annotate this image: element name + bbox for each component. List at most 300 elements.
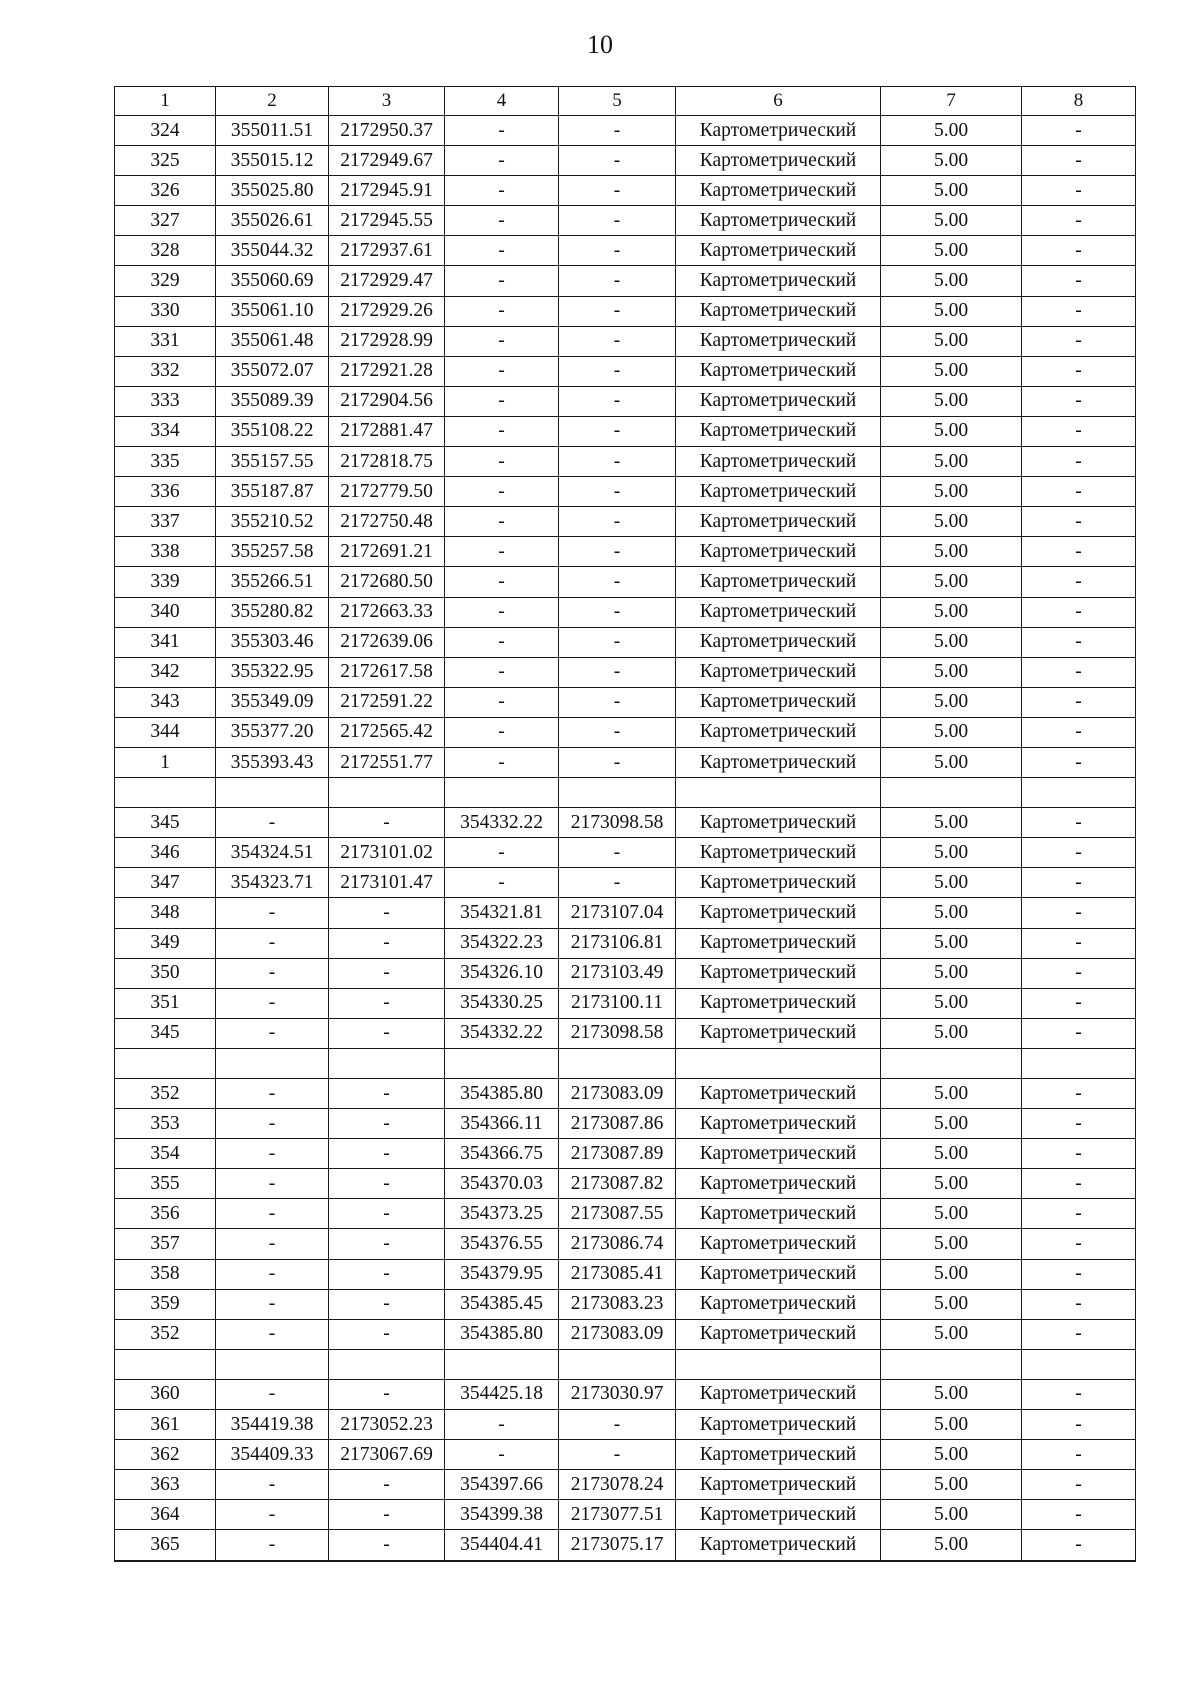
table-row <box>115 567 1136 597</box>
table-cell-col-1: 353 <box>115 1109 216 1139</box>
table-cell-col-8: - <box>1022 717 1136 747</box>
table-cell-col-4 <box>445 1048 559 1078</box>
table-cell-col-3: 2172945.55 <box>329 206 445 236</box>
table-cell-col-5: 2173087.86 <box>559 1109 676 1139</box>
table-cell-col-6: Картометрический <box>676 1229 881 1259</box>
table-cell-col-4: - <box>445 747 559 777</box>
table-cell-col-2: 355349.09 <box>216 687 329 717</box>
table-cell-col-7: 5.00 <box>881 567 1022 597</box>
table-cell-col-5: - <box>559 1410 676 1440</box>
table-cell-col-6: Картометрический <box>676 687 881 717</box>
table-cell-col-2: - <box>216 808 329 838</box>
table-cell-col-5: 2173107.04 <box>559 898 676 928</box>
table-cell-col-1: 365 <box>115 1530 216 1561</box>
table-row <box>115 447 1136 477</box>
table-cell-col-8: - <box>1022 266 1136 296</box>
table-row <box>115 717 1136 747</box>
table-cell-col-2: 355061.48 <box>216 326 329 356</box>
table-cell-col-7: 5.00 <box>881 296 1022 326</box>
table-cell-col-1: 355 <box>115 1169 216 1199</box>
table-cell-col-5: - <box>559 447 676 477</box>
table-cell-col-4: 354366.11 <box>445 1109 559 1139</box>
table-cell-col-6: Картометрический <box>676 447 881 477</box>
table-cell-col-5: - <box>559 146 676 176</box>
table-cell-col-7: 5.00 <box>881 958 1022 988</box>
table-cell-col-8: - <box>1022 477 1136 507</box>
table-row <box>115 1349 1136 1379</box>
table-cell-col-6 <box>676 1048 881 1078</box>
table-cell-col-3 <box>329 1048 445 1078</box>
table-cell-col-2: - <box>216 1259 329 1289</box>
table-row <box>115 386 1136 416</box>
table-row <box>115 1319 1136 1349</box>
table-cell-col-8: - <box>1022 1018 1136 1048</box>
table-cell-col-3: 2173101.47 <box>329 868 445 898</box>
table-cell-col-3: - <box>329 1289 445 1319</box>
table-cell-col-2: 355061.10 <box>216 296 329 326</box>
table-cell-col-8: - <box>1022 898 1136 928</box>
table-cell-col-6: Картометрический <box>676 657 881 687</box>
table-cell-col-5: - <box>559 627 676 657</box>
table-row <box>115 416 1136 446</box>
table-cell-col-3: - <box>329 1470 445 1500</box>
table-cell-col-6: Картометрический <box>676 747 881 777</box>
table-cell-col-4: - <box>445 477 559 507</box>
table-row <box>115 1379 1136 1409</box>
table-cell-col-7: 5.00 <box>881 1530 1022 1561</box>
table-row <box>115 326 1136 356</box>
table-cell-col-8: - <box>1022 1379 1136 1409</box>
table-cell-col-8: - <box>1022 1109 1136 1139</box>
table-cell-col-6: Картометрический <box>676 1018 881 1048</box>
table-cell-col-3: 2172881.47 <box>329 416 445 446</box>
table-cell-col-1: 325 <box>115 146 216 176</box>
table-cell-col-1: 326 <box>115 176 216 206</box>
table-cell-col-4: - <box>445 296 559 326</box>
table-cell-col-3: - <box>329 1169 445 1199</box>
table-cell-col-8: - <box>1022 326 1136 356</box>
table-row <box>115 1500 1136 1530</box>
table-cell-col-3: 2172551.77 <box>329 747 445 777</box>
table-cell-col-8: - <box>1022 838 1136 868</box>
table-cell-col-3: - <box>329 928 445 958</box>
table-cell-col-3: - <box>329 1530 445 1561</box>
table-cell-col-2: - <box>216 1079 329 1109</box>
table-cell-col-5: - <box>559 296 676 326</box>
column-header-3: 3 <box>329 87 445 116</box>
table-row <box>115 296 1136 326</box>
table-cell-col-5: 2173087.82 <box>559 1169 676 1199</box>
column-header-5: 5 <box>559 87 676 116</box>
table-cell-col-3: 2172929.26 <box>329 296 445 326</box>
table-cell-col-5: - <box>559 657 676 687</box>
table-cell-col-2: - <box>216 928 329 958</box>
table-cell-col-4: 354373.25 <box>445 1199 559 1229</box>
table-cell-col-2 <box>216 1048 329 1078</box>
table-cell-col-2 <box>216 1349 329 1379</box>
table-cell-col-5: - <box>559 687 676 717</box>
table-cell-col-2: - <box>216 1500 329 1530</box>
table-cell-col-5 <box>559 1349 676 1379</box>
table-cell-col-5: - <box>559 717 676 747</box>
table-cell-col-8: - <box>1022 1500 1136 1530</box>
table-cell-col-6: Картометрический <box>676 808 881 838</box>
table-cell-col-2: 355015.12 <box>216 146 329 176</box>
table-row <box>115 1229 1136 1259</box>
table-cell-col-5: 2173098.58 <box>559 1018 676 1048</box>
table-cell-col-5: - <box>559 176 676 206</box>
table-cell-col-6: Картометрический <box>676 146 881 176</box>
table-cell-col-4: - <box>445 838 559 868</box>
table-cell-col-4: 354366.75 <box>445 1139 559 1169</box>
table-cell-col-1: 333 <box>115 386 216 416</box>
table-cell-col-2: - <box>216 1379 329 1409</box>
table-cell-col-4: 354425.18 <box>445 1379 559 1409</box>
table-cell-col-6: Картометрический <box>676 386 881 416</box>
table-cell-col-1: 361 <box>115 1410 216 1440</box>
table-cell-col-1: 364 <box>115 1500 216 1530</box>
table-row <box>115 808 1136 838</box>
table-cell-col-7: 5.00 <box>881 1500 1022 1530</box>
table-cell-col-1: 330 <box>115 296 216 326</box>
table-cell-col-7: 5.00 <box>881 1169 1022 1199</box>
table-cell-col-4: - <box>445 627 559 657</box>
table-cell-col-3: - <box>329 1079 445 1109</box>
table-cell-col-1: 336 <box>115 477 216 507</box>
table-row <box>115 988 1136 1018</box>
table-cell-col-3: - <box>329 988 445 1018</box>
table-cell-col-6: Картометрический <box>676 116 881 146</box>
table-cell-col-3: - <box>329 1139 445 1169</box>
table-cell-col-3: 2172950.37 <box>329 116 445 146</box>
table-cell-col-4: - <box>445 1440 559 1470</box>
table-cell-col-6: Картометрический <box>676 1470 881 1500</box>
table-cell-col-6: Картометрический <box>676 236 881 266</box>
table-row <box>115 116 1136 146</box>
table-cell-col-4: - <box>445 176 559 206</box>
table-cell-col-7: 5.00 <box>881 206 1022 236</box>
table-cell-col-8: - <box>1022 597 1136 627</box>
table-cell-col-6: Картометрический <box>676 477 881 507</box>
table-body <box>115 116 1136 1561</box>
table-row <box>115 597 1136 627</box>
table-cell-col-7: 5.00 <box>881 116 1022 146</box>
table-cell-col-2: 354419.38 <box>216 1410 329 1440</box>
table-cell-col-6: Картометрический <box>676 928 881 958</box>
table-cell-col-8: - <box>1022 236 1136 266</box>
table-cell-col-4: 354397.66 <box>445 1470 559 1500</box>
table-cell-col-3: - <box>329 1319 445 1349</box>
table-cell-col-7: 5.00 <box>881 1379 1022 1409</box>
table-cell-col-3: 2172591.22 <box>329 687 445 717</box>
table-cell-col-2: 355257.58 <box>216 537 329 567</box>
table-cell-col-3: 2172779.50 <box>329 477 445 507</box>
table-cell-col-1: 338 <box>115 537 216 567</box>
table-cell-col-5: 2173077.51 <box>559 1500 676 1530</box>
table-cell-col-7: 5.00 <box>881 416 1022 446</box>
table-row <box>115 838 1136 868</box>
table-row <box>115 1530 1136 1561</box>
table-cell-col-7 <box>881 1349 1022 1379</box>
table-cell-col-3: - <box>329 1109 445 1139</box>
page-number: 10 <box>587 30 613 59</box>
table-cell-col-2: 355266.51 <box>216 567 329 597</box>
table-cell-col-8 <box>1022 778 1136 808</box>
table-cell-col-5: 2173083.09 <box>559 1319 676 1349</box>
table-cell-col-1: 360 <box>115 1379 216 1409</box>
table-cell-col-5: 2173083.09 <box>559 1079 676 1109</box>
table-cell-col-6: Картометрический <box>676 1259 881 1289</box>
table-cell-col-5: 2173087.55 <box>559 1199 676 1229</box>
table-cell-col-7: 5.00 <box>881 1410 1022 1440</box>
table-cell-col-8: - <box>1022 627 1136 657</box>
table-cell-col-1: 344 <box>115 717 216 747</box>
table-cell-col-7: 5.00 <box>881 808 1022 838</box>
table-row <box>115 1169 1136 1199</box>
table-cell-col-6: Картометрический <box>676 206 881 236</box>
table-cell-col-6 <box>676 1349 881 1379</box>
table-cell-col-1: 358 <box>115 1259 216 1289</box>
table-cell-col-8: - <box>1022 416 1136 446</box>
table-cell-col-2: 355089.39 <box>216 386 329 416</box>
table-cell-col-7: 5.00 <box>881 1109 1022 1139</box>
table-cell-col-6: Картометрический <box>676 958 881 988</box>
table-cell-col-3: 2172565.42 <box>329 717 445 747</box>
table-cell-col-3: 2172680.50 <box>329 567 445 597</box>
table-cell-col-5 <box>559 1048 676 1078</box>
table-cell-col-8: - <box>1022 1440 1136 1470</box>
table-cell-col-4: - <box>445 416 559 446</box>
table-cell-col-1: 349 <box>115 928 216 958</box>
table-cell-col-7: 5.00 <box>881 1079 1022 1109</box>
table-cell-col-1: 337 <box>115 507 216 537</box>
table-row <box>115 868 1136 898</box>
table-cell-col-8: - <box>1022 507 1136 537</box>
table-cell-col-7: 5.00 <box>881 537 1022 567</box>
table-cell-col-1: 345 <box>115 808 216 838</box>
table-cell-col-8: - <box>1022 958 1136 988</box>
table-row <box>115 1410 1136 1440</box>
table-cell-col-7: 5.00 <box>881 356 1022 386</box>
table-cell-col-3: - <box>329 1500 445 1530</box>
table-cell-col-4: - <box>445 717 559 747</box>
table-cell-col-3: 2173052.23 <box>329 1410 445 1440</box>
table-row <box>115 1470 1136 1500</box>
table-cell-col-3 <box>329 778 445 808</box>
table-row <box>115 507 1136 537</box>
table-cell-col-8 <box>1022 1048 1136 1078</box>
table-row <box>115 1018 1136 1048</box>
table-cell-col-2: 355044.32 <box>216 236 329 266</box>
table-cell-col-2: - <box>216 898 329 928</box>
table-cell-col-7 <box>881 778 1022 808</box>
table-cell-col-2: 355280.82 <box>216 597 329 627</box>
table-cell-col-7: 5.00 <box>881 597 1022 627</box>
table-cell-col-7: 5.00 <box>881 1259 1022 1289</box>
table-cell-col-1 <box>115 1048 216 1078</box>
table-cell-col-4: 354332.22 <box>445 1018 559 1048</box>
table-cell-col-2: 355393.43 <box>216 747 329 777</box>
column-header-1: 1 <box>115 87 216 116</box>
table-cell-col-4: - <box>445 657 559 687</box>
table-cell-col-8: - <box>1022 1169 1136 1199</box>
table-cell-col-3: 2172929.47 <box>329 266 445 296</box>
table-cell-col-5: 2173100.11 <box>559 988 676 1018</box>
table-cell-col-8: - <box>1022 1199 1136 1229</box>
table-cell-col-3: 2172750.48 <box>329 507 445 537</box>
table-cell-col-6: Картометрический <box>676 868 881 898</box>
table-cell-col-3: 2172691.21 <box>329 537 445 567</box>
table-row <box>115 176 1136 206</box>
table-cell-col-1: 335 <box>115 447 216 477</box>
table-cell-col-3: 2172639.06 <box>329 627 445 657</box>
table-cell-col-1: 342 <box>115 657 216 687</box>
table-cell-col-2: 355377.20 <box>216 717 329 747</box>
table-cell-col-5: - <box>559 567 676 597</box>
table-cell-col-8: - <box>1022 567 1136 597</box>
table-cell-col-4: - <box>445 206 559 236</box>
column-header-4: 4 <box>445 87 559 116</box>
table-cell-col-1: 347 <box>115 868 216 898</box>
table-cell-col-7: 5.00 <box>881 988 1022 1018</box>
table-cell-col-8: - <box>1022 808 1136 838</box>
table-cell-col-7: 5.00 <box>881 627 1022 657</box>
table-cell-col-3: - <box>329 808 445 838</box>
table-cell-col-5: 2173083.23 <box>559 1289 676 1319</box>
table-cell-col-2: 355108.22 <box>216 416 329 446</box>
table-cell-col-6: Картометрический <box>676 898 881 928</box>
table-cell-col-1: 329 <box>115 266 216 296</box>
table-cell-col-2: 355210.52 <box>216 507 329 537</box>
table-cell-col-4: - <box>445 146 559 176</box>
table-cell-col-1: 354 <box>115 1139 216 1169</box>
table-cell-col-2: 355187.87 <box>216 477 329 507</box>
table-cell-col-6: Картометрический <box>676 416 881 446</box>
column-header-7: 7 <box>881 87 1022 116</box>
table-cell-col-8: - <box>1022 1410 1136 1440</box>
table-cell-col-2: - <box>216 1139 329 1169</box>
table-row <box>115 627 1136 657</box>
table-cell-col-2: - <box>216 1018 329 1048</box>
table-row <box>115 537 1136 567</box>
table-cell-col-6: Картометрический <box>676 838 881 868</box>
table-row <box>115 1139 1136 1169</box>
table-cell-col-4: - <box>445 266 559 296</box>
table-cell-col-3: - <box>329 1199 445 1229</box>
coordinates-table <box>114 86 1136 1562</box>
table-cell-col-4 <box>445 778 559 808</box>
table-cell-col-8: - <box>1022 206 1136 236</box>
table-cell-col-5: 2173098.58 <box>559 808 676 838</box>
table-cell-col-3: - <box>329 1229 445 1259</box>
table-row <box>115 266 1136 296</box>
table-row <box>115 687 1136 717</box>
table-cell-col-7: 5.00 <box>881 717 1022 747</box>
table-cell-col-6: Картометрический <box>676 1289 881 1319</box>
table-cell-col-1: 345 <box>115 1018 216 1048</box>
table-cell-col-7: 5.00 <box>881 868 1022 898</box>
table-cell-col-7: 5.00 <box>881 657 1022 687</box>
table-cell-col-4: - <box>445 687 559 717</box>
table-cell-col-3: - <box>329 1259 445 1289</box>
table-cell-col-6: Картометрический <box>676 1109 881 1139</box>
table-row <box>115 1289 1136 1319</box>
table-row <box>115 657 1136 687</box>
table-cell-col-5: - <box>559 1440 676 1470</box>
table-cell-col-3: - <box>329 958 445 988</box>
table-cell-col-5: - <box>559 326 676 356</box>
table-cell-col-7: 5.00 <box>881 146 1022 176</box>
table-cell-col-6: Картометрический <box>676 1169 881 1199</box>
table-cell-col-4: 354370.03 <box>445 1169 559 1199</box>
table-row <box>115 146 1136 176</box>
table-cell-col-2: - <box>216 1289 329 1319</box>
table-cell-col-3: - <box>329 1018 445 1048</box>
table-cell-col-7 <box>881 1048 1022 1078</box>
table-cell-col-2: - <box>216 958 329 988</box>
table-cell-col-8 <box>1022 1349 1136 1379</box>
table-cell-col-5 <box>559 778 676 808</box>
table-cell-col-5: - <box>559 537 676 567</box>
table-cell-col-5: 2173030.97 <box>559 1379 676 1409</box>
table-cell-col-6: Картометрический <box>676 627 881 657</box>
table-cell-col-5: - <box>559 477 676 507</box>
table-cell-col-8: - <box>1022 1470 1136 1500</box>
table-cell-col-3: 2172928.99 <box>329 326 445 356</box>
table-cell-col-8: - <box>1022 537 1136 567</box>
table-cell-col-2: - <box>216 1470 329 1500</box>
column-header-8: 8 <box>1022 87 1136 116</box>
table-cell-col-7: 5.00 <box>881 747 1022 777</box>
table-cell-col-4: 354404.41 <box>445 1530 559 1561</box>
table-cell-col-7: 5.00 <box>881 1470 1022 1500</box>
table-cell-col-4: 354322.23 <box>445 928 559 958</box>
table-cell-col-8: - <box>1022 356 1136 386</box>
table-cell-col-1: 348 <box>115 898 216 928</box>
table-cell-col-2: 354324.51 <box>216 838 329 868</box>
table-cell-col-1: 343 <box>115 687 216 717</box>
table-cell-col-7: 5.00 <box>881 326 1022 356</box>
table-cell-col-4: 354321.81 <box>445 898 559 928</box>
table-row <box>115 958 1136 988</box>
column-header-2: 2 <box>216 87 329 116</box>
table-cell-col-1: 324 <box>115 116 216 146</box>
table-cell-col-1: 362 <box>115 1440 216 1470</box>
table-cell-col-4: 354379.95 <box>445 1259 559 1289</box>
table-cell-col-3: 2172818.75 <box>329 447 445 477</box>
table-cell-col-3: - <box>329 898 445 928</box>
table-cell-col-1: 357 <box>115 1229 216 1259</box>
table-cell-col-5: - <box>559 356 676 386</box>
table-cell-col-3: - <box>329 1379 445 1409</box>
table-cell-col-7: 5.00 <box>881 1139 1022 1169</box>
table-cell-col-2: 355060.69 <box>216 266 329 296</box>
table-cell-col-1: 352 <box>115 1319 216 1349</box>
header-row <box>115 87 1136 116</box>
table-cell-col-8: - <box>1022 176 1136 206</box>
table-cell-col-6 <box>676 778 881 808</box>
table-cell-col-3: 2173067.69 <box>329 1440 445 1470</box>
table-cell-col-8: - <box>1022 868 1136 898</box>
table-cell-col-3: 2172904.56 <box>329 386 445 416</box>
table-cell-col-6: Картометрический <box>676 567 881 597</box>
table-cell-col-4: - <box>445 567 559 597</box>
table-cell-col-6: Картометрический <box>676 988 881 1018</box>
table-cell-col-6: Картометрический <box>676 1500 881 1530</box>
table-cell-col-5: - <box>559 206 676 236</box>
table-cell-col-5: - <box>559 386 676 416</box>
table-cell-col-8: - <box>1022 146 1136 176</box>
